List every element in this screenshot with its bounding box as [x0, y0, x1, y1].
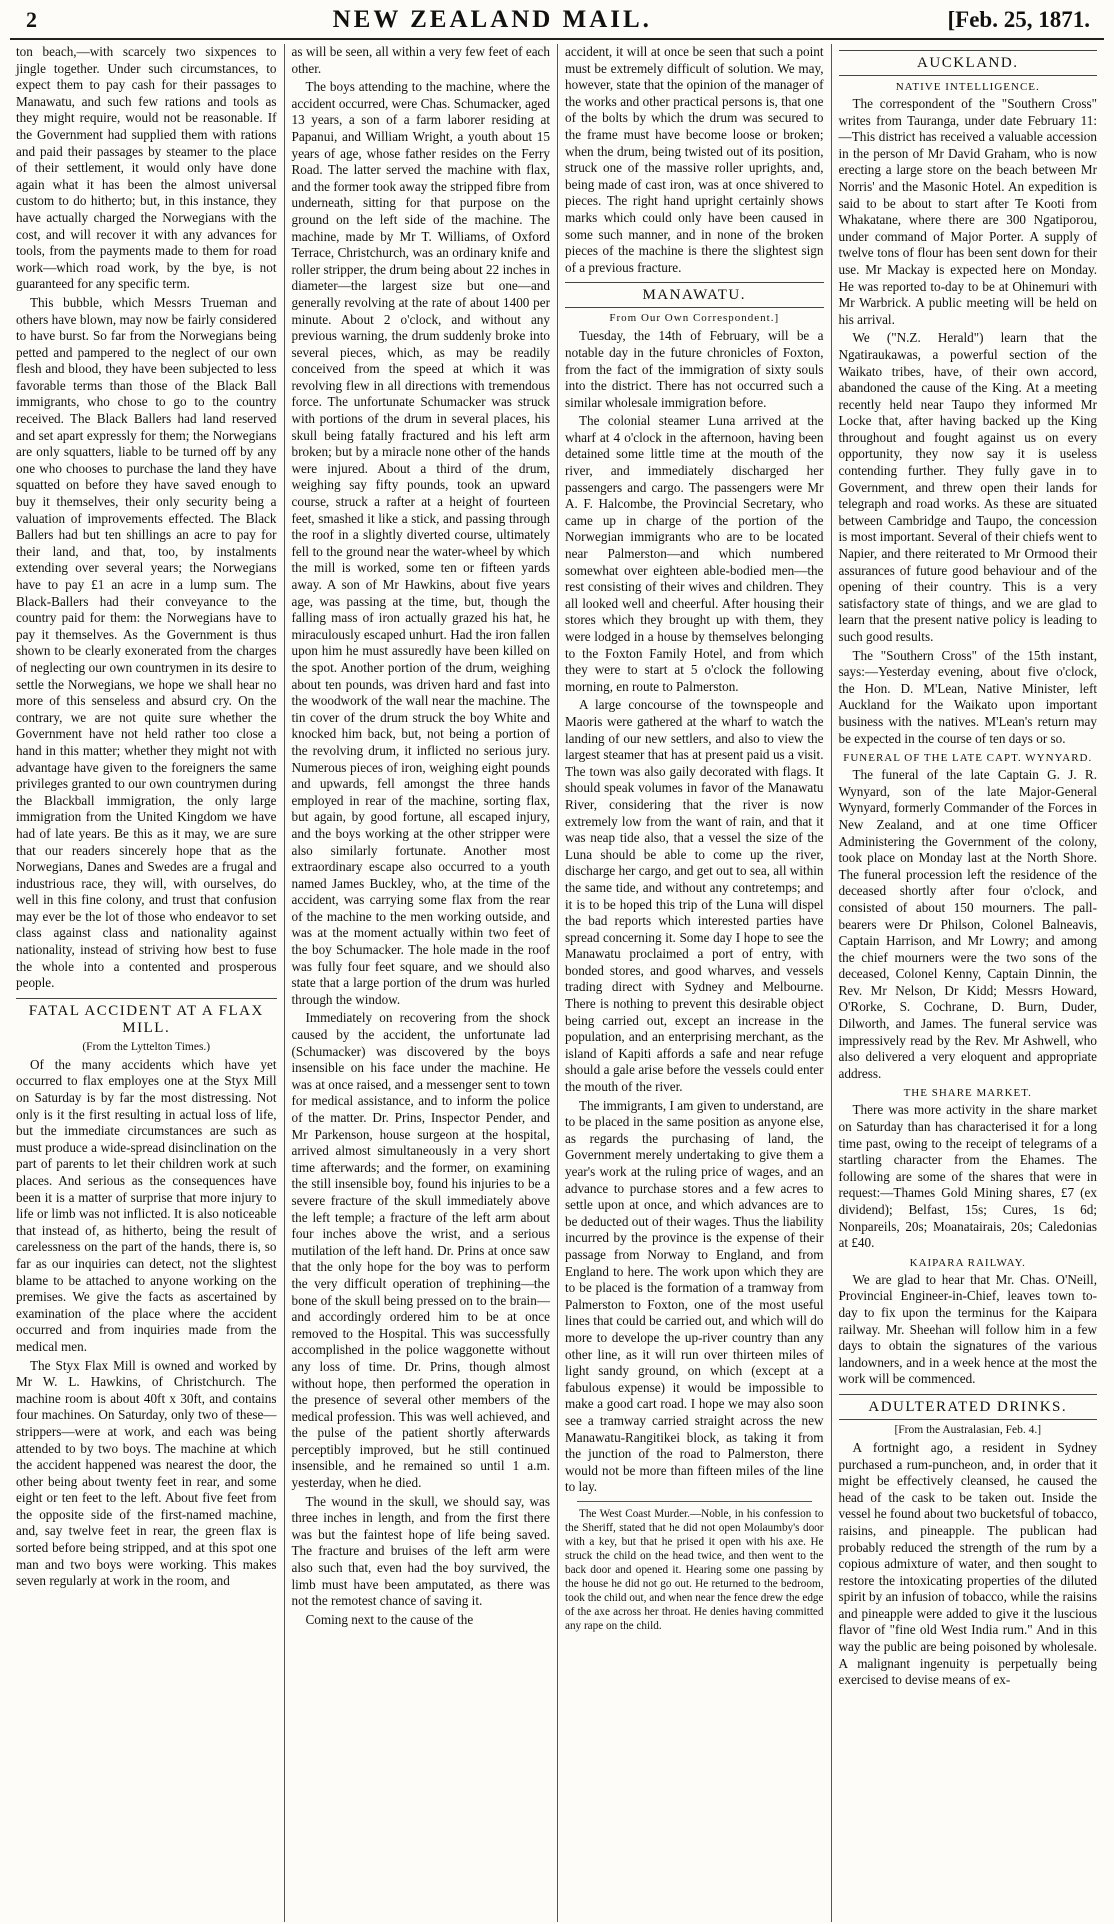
article-paragraph: The wound in the skull, we should say, was three inches in length, and from the first there was but the faintest hope of life being saved. The fracture and bruises of the left arm were also such that, even had the boy survived, the limb must have been amputated, as there was not the remotest chance of saving it. — [291, 1493, 550, 1609]
article-heading-adulterated-drinks: ADULTERATED DRINKS. — [839, 1394, 1098, 1420]
article-paragraph: Tuesday, the 14th of February, will be a notable day in the future chronicles of Foxton, from the fact of the immigration of sixty souls into the district. There has not occurred such a similar wholesale immigration before. — [565, 328, 824, 410]
column-2 — [284, 44, 558, 1922]
section-subheading: KAIPARA RAILWAY. — [909, 1256, 1026, 1269]
page-number: 2 — [26, 7, 37, 32]
article-paragraph: accident, it will at once be seen that such a point must be extremely difficult of solution. We may, however, state that the opinion of the manager of the works and other practical persons is, that one of the bolts by which the drum was secured to the frame must have become loose or broken; when the drum, being twisted out of its position, struck one of the massive roller uprights, and, being made of cast iron, was at once shivered to pieces. The right hand upright certainly shows marks which could only have been caused in some such manner, and in none of the broken pieces of the machine is there the slightest sign of a previous fracture. — [565, 44, 824, 275]
article-paragraph: The boys attending to the machine, where the accident occurred, were Chas. Schumacker, aged 13 years, a son of a farm laborer residing at Papanui, and William Wright, a youth about 15 years of age, whose father resides on the Ferry Road. The latter served the machine with flax, and the former took away the stripped fibre from underneath, sitting for that purpose on the ground on the left side of the machine. The machine, made by Mr T. Williams, of Oxford Terrace, Christchurch, was an ordinary knife and roller stripper, the drum being about 22 inches in diameter—the largest size but one—and generally revolving at the rate of about 1400 per minute. About 2 o'clock, and without any previous warning, the drum suddenly broke into several pieces, which, as may be readily conceived from the speed at which it was revolving flew in all directions with tremendous force. The unfortunate Schumacker was struck with portions of the drum in several places, his skull being fatally fractured and his left arm broken; but by a miracle none other of the hands were injured. About a third of the drum, weighing say fifty pounds, took an upward course, struck a rafter at a height of fourteen feet, smashed it like a stick, and passing through the roof in a slightly diverted course, ultimately fell to the ground near the water-wheel by which the mill is worked, some ten or fifteen yards away. A son of Mr Hawkins, about five years age, was passing at the time, but, though the falling mass of iron actually grazed his hat, he miraculously escaped unhurt. Had the iron fallen upon him he must assuredly have been killed on the spot. Another portion of the drum, weighing about ten pounds, was driven hard and fast into the woodwork of the wall near the machine. The tin cover of the drum struck the boy White and knocked him back, but, not being a portion of the revolving drum, it inflicted no serious jury. Numerous pieces of iron, weighing eight pounds and upwards, fell amongst the three hands employed in rear of the machine, sorting flax, but again, by good fortune, all escaped injury, and the boys working at the other stripper were also similarly fortunate. Another most extraordinary escape also occurred to a youth named James Buckley, who, at the time of the accident, was carrying some flax from the rear of the machine to the men working outside, and was at the moment actually within two feet of the boy Schumacker. The hole made in the roof was fully four feet square, and we should also state that a large portion of the drum was hurled through the window. — [291, 79, 550, 1007]
article-paragraph: Immediately on recovering from the shock caused by the accident, the unfortunate lad (Schumacker) was discovered by the boys insensible on his face under the machine. He was at once raised, and a messenger sent to town for medical assistance, and to inform the police of the matter. Dr. Prins, Inspector Pender, and Mr Parkenson, house surgeon at the hospital, arrived almost simultaneously in a very short time afterwards; and the former, on examining the still insensible boy, found his injuries to be a severe fracture of the skull immediately above the left temple; a fracture of the left arm about four inches above the wrist, and a serious mutilation of the left hand. Dr. Prins at once saw that the only hope for the boy was to perform the very difficult operation of trephining—the bone of the skull being pressed on to the brain—and accordingly ordered him to be at once removed to the Hospital. This was successfully accomplished in the police waggonette without any loss of time. Dr. Prins, though almost without hope, then performed the operation in the presence of several other members of the medical profession. This was well achieved, and the pulse of the patient shortly afterwards perceptibly improved, but he still continued insensible, and he remained so until 1 a.m. yesterday, when he died. — [291, 1010, 550, 1491]
article-columns — [10, 44, 1104, 1922]
masthead — [10, 6, 1104, 40]
article-paragraph: The "Southern Cross" of the 15th instant, says:—Yesterday evening, about five o'clock, the Hon. D. M'Lean, Native Minister, left Auckland for the Waikato upon important business with the natives. M'Lean's return may be expected in the course of ten days or so. — [838, 647, 1097, 746]
news-brief: The West Coast Murder.—Noble, in his confession to the Sheriff, stated that he did not open Molaumby's door with a key, but that he prised it open with his axe. He struck the child on the head twice, and then went to the back door and opened it. Hearing some one passing by the house he did not go out. He returned to the bedroom, took the child out, and when near the fence drew the edge of the axe across her throat. He denies having committed any rape on the child. — [565, 1507, 824, 1632]
column-4 — [831, 44, 1105, 1922]
newspaper-title: NEW ZEALAND MAIL. — [332, 6, 652, 33]
article-heading-manawatu: MANAWATU. — [565, 282, 824, 308]
column-3 — [557, 44, 831, 1922]
article-paragraph: Of the many accidents which have yet occurred to flax employes one at the Styx Mill on Saturday is by far the most distressing. Not only is it the first resulting in actual loss of life, but the immediate circumstances are such as must produce a wide-spread disinclination on the part of parents to let their children work at such places. And serious as the consequences have been it is a matter of surprise that more injury to life or limb was not inflicted. It is also noticeable that instead of, as hitherto, being the result of carelessness on the part of the hands, there is, so far as our inquiries can detect, not the slightest blame to be attached to anyone working on the premises. We give the facts as ascertained by examination of the place where the accident occurred and from inquiries made from the medical men. — [16, 1056, 277, 1354]
article-paragraph: as will be seen, all within a very few feet of each other. — [291, 44, 550, 76]
issue-date: [Feb. 25, 1871. — [947, 7, 1090, 32]
divider — [577, 1501, 812, 1502]
article-paragraph: A large concourse of the townspeople and Maoris were gathered at the wharf to watch the landing of our new settlers, and also to view the largest steamer that has at present paid us a visit. The town was also gaily decorated with flags. It should speak volumes in favor of the Manawatu River, considering that the river is now extremely low from the want of rain, and that it was neap tide also, that a vessel the size of the Luna should be able to come up the river, discharge her cargo, and get out to sea, all within the same tide, and without any contretemps; and it is to be hoped this trip of the Luna will dispel the bad reports which interested parties have spread concerning it. Some day I hope to see the Manawatu proclaimed a port of entry, with bonded stores, and good wharves, and vessels trading direct with Sydney and Melbourne. There is nothing to prevent this desirable object being carried out, except an increase in the population, and an enterprising merchant, as the island of Kapiti affords a safe and near refuge should a gale arise before the vessels could enter the mouth of the river. — [565, 697, 824, 1095]
article-paragraph: A fortnight ago, a resident in Sydney purchased a rum-puncheon, and, in order that it might be effectively cleansed, he caused the head of the cask to be taken out. Inside the vessel he found about two bucketsful of tobacco, raisins, and pineapple. The publican had probably reduced the strength of the rum by a copious admixture of water, and then sought to restore the intoxicating properties of the diluted spirit by an infusion of tobacco, while the raisins and pineapple were added to give it the luscious flavor of "fine old West India rum." And in this way the public are being poisoned by wholesale. A malignant ingenuity is perpetually being exercised to devise means of ex- — [838, 1439, 1097, 1688]
article-credit: [From the Australasian, Feb. 4.] — [894, 1423, 1042, 1436]
article-credit: (From the Lyttelton Times.) — [82, 1040, 211, 1053]
article-paragraph: The colonial steamer Luna arrived at the wharf at 4 o'clock in the afternoon, having been detained some little time at the mouth of the river, and immediately discharged her passengers and cargo. The passengers were Mr A. F. Halcombe, the Provincial Secretary, who came up in charge of the portion of the Norwegian immigrants who are to be located near Palmerston—and which numbered somewhat over eighteen able-bodied men—the rest consisting of their wives and children. They all looked well and cheerful. After housing their stores which they brought up with them, they were lodged in a house by themselves belonging to the Foxton Family Hotel, and from which they were to start at 5 o'clock the following morning, en route to Palmerston. — [565, 413, 824, 694]
article-paragraph: There was more activity in the share market on Saturday than has characterised it for a long time past, owing to the receipt of telegrams of a startling character from the Ehames. The following are some of the shares that were in request:—Thames Gold Mining shares, £7 (ex dividend); Belfast, 15s; Cures, 1s 6d; Nonpareils, 20s; Moanatairais, 20s; Caledonias at £40. — [838, 1102, 1097, 1251]
article-paragraph: The funeral of the late Captain G. J. R. Wynyard, son of the late Major-General Wynyard, formerly Commander of the Forces in New Zealand, and at one time Officer Administering the Government of the colony, took place on Monday last at the North Shore. The funeral procession left the residence of the deceased shortly after four o'clock, and consisted of about 150 mourners. The pall-bearers were Dr Philson, Colonel Balneavis, Captain Harrison, and Mr Lowry; and among the chief mourners were the two sons of the deceased, Colonel Kenny, Captain Dinnin, the Rev. Mr Nelson, Dr Kidd; Messrs Howard, O'Rorke, S. Cochrane, D. Burn, Duder, Dilworth, and James. The funeral service was impressively read by the Rev. Mr Ashwell, who also delivered a very eloquent and appropriate address. — [838, 767, 1097, 1081]
article-heading-auckland: AUCKLAND. — [839, 50, 1098, 76]
article-heading-flax-mill: FATAL ACCIDENT AT A FLAX MILL. — [16, 998, 277, 1037]
article-paragraph: The immigrants, I am given to understand, are to be placed in the same position as anyone else, as regards the purchasing of land, the Government merely undertaking to give them a year's work at the ruling price of wages, and an advance to purchase stores and a few acres to settle upon at once, and which advances are to be deducted out of their wages. Thus the liability incurred by the province is the expense of their passage from Norway to England, and from England to here. The work upon which they are to be placed is the formation of a tramway from Palmerston to Foxton, one of the most useful lines that could be carried out, and which will do more to develope the up-river country than any other line, as it will run over thirteen miles of light sandy ground, on which (except at a fabulous expense) it would be impossible to make a good cart road. I hope we may also soon see a tramway carried straight across the new Manawatu-Rangitikei block, as taking it from the junction of the road to Palmerston, there would not be more than fifteen miles of the line to lay. — [565, 1097, 824, 1495]
section-subheading: THE SHARE MARKET. — [903, 1087, 1032, 1100]
article-paragraph: The Styx Flax Mill is owned and worked by Mr W. L. Hawkins, of Christchurch. The machine room is about 40ft x 30ft, and contains four machines. On Saturday, only two of these—strippers—were at work, and each was being attended to by two boys. The machine at which the accident happened was nearest the door, the other being about twenty feet in rear, and some eight or ten feet to the left. About five feet from the opposite side of the first-named machine, and, say twelve feet in rear, the green flax is sorted before being stripped, and at this spot one man and two boys were working. This makes seven regularly at work in the room, and — [16, 1357, 277, 1589]
section-subheading: NATIVE INTELLIGENCE. — [895, 81, 1040, 93]
article-credit: From Our Own Correspondent.] — [609, 312, 780, 325]
column-1 — [10, 44, 284, 1922]
article-paragraph: We ("N.Z. Herald") learn that the Ngatiraukawas, a powerful section of the Waikato tribes, have, of their own accord, abandoned the cause of the King. At a meeting recently held near Taupo they informed Mr Locke that, after having backed up the King throughout and fought against us on every opportunity, they now say it is useless contending further. They fully gave in to Government, and threw open their lands for telegraph and road works. As these are situated between Cambridge and Taupo, the concession is most important. Several of their chiefs went to Napier, and there reiterated to Mr Ormood their assurances of future good behaviour and of the opening of their country. This is a very satisfactory state of things, and we are glad to learn that the present native policy is leading to such good results. — [838, 330, 1097, 644]
article-paragraph: We are glad to hear that Mr. Chas. O'Neill, Provincial Engineer-in-Chief, leaves town to-day to fix upon the terminus for the Kaipara railway. Mr. Sheehan will follow him in a few days to obtain the signatures of the various landowners, and in a week hence at the most the work will be commenced. — [838, 1271, 1097, 1387]
article-paragraph: This bubble, which Messrs Trueman and others have blown, may now be fairly considered to have burst. So far from the Norwegians being petted and pampered to the neglect of our own flesh and blood, they have been subjected to less favorable terms than those of the Black Ball immigrants, who chose to go to the country received. The Black Ballers had land reserved and set apart expressly for them; the Norwegians are only squatters, liable to be turned off by any one who chooses to purchase the land they have squatted on before they have saved enough to buy it themselves, their only security being a valuation of improvements effected. The Black Ballers had but ten shillings an acre to pay for their land, and that, too, by instalments extending over several years; the Norwegians have to pay £1 an acre in a lump sum. The Black-Ballers had their conveyance to the country paid for them: the Norwegians have to pay it themselves. As the Government is thus shown to be clearly exonerated from the charges of neglecting our own countrymen in its desire to settle the Norwegians, we hope we shall hear no more of this senseless and absurd cry. On the contrary, we are not quite sure whether the Government have not held rather too close a hand in this matter; whether they might not with advantage have given to the foreigners the same privileges granted to our own countrymen during the Blackball immigration, the only large immigration from the United Kingdom we have had of late years. Be this as it may, we are sure that our readers sincerely hope that as the Norwegians, Danes and Swedes are a frugal and industrious race, they will, with ourselves, do well in this fine colony, and trust that confusion may ever be the lot of those who endeavor to set class against class and nationality against nationality, instead of striving how best to fuse the whole into a contented and prosperous people. — [16, 294, 277, 991]
article-paragraph: ton beach,—with scarcely two sixpences to jingle together. Under such circumstances, to expect them to pay cash for their passages to Manawatu, and such few rations and tools as they might require, would not be reasonable. If the Government had supplied them with rations and paid their passages by steamer to the place of their settlement, it would only have done again what it has been the almost universal custom to do hitherto; but, in this instance, they have actually charged the Norwegians with the cost, and will recover it with any advances for tools, from the payments made to them for road work—which road work, by the bye, is not guaranteed for any specific term. — [16, 44, 277, 292]
section-subheading: FUNERAL OF THE LATE CAPT. WYNYARD. — [843, 752, 1093, 765]
article-paragraph: Coming next to the cause of the — [305, 1611, 474, 1627]
article-paragraph: The correspondent of the "Southern Cross" writes from Tauranga, under date February 11:—This district has received a valuable accession in the person of Mr David Graham, who is now erecting a large store on the beach between Mr Norris' and the Masonic Hotel. An expedition is said to be about to start after Te Kooti from Whakatane, where there are 300 Ngatiporou, under command of Major Porter. A supply of twelve tons of flour has been sent down for their use. Mr Mackay is expected here on Monday. He was reported to-day to be at Ohinemuri with Mr Warbrick. A public meeting will be held on his arrival. — [838, 96, 1097, 327]
